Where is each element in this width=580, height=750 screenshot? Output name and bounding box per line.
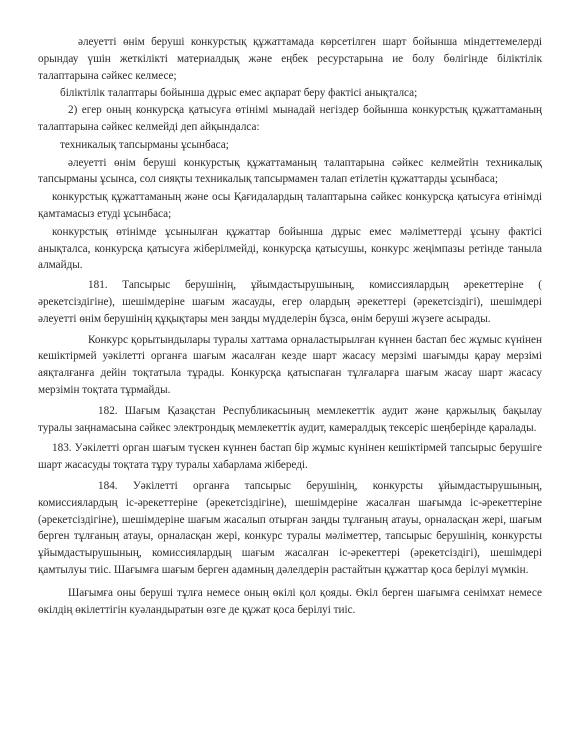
paragraph-tech-spec-mismatch: әлеуетті өнім беруші конкурстық құжаттаманың талаптарына сәйкес келмейтін техникалық тапсырманы ұсынса, сол сияқты техникалық тапсырмамен талап етілетін құжаттарды ұсынбаса;: [38, 156, 542, 186]
paragraph-184: 184. Уәкілетті органға тапсырыс берушінің, конкурсты ұйымдастырушының, комиссиялардың іс-әрекеттеріне (әрекетсіздігіне), шешімдеріне жасалған шағымда іс-әрекеттеріне (әрекетсіздігіне), шешімдеріне шағым жасалып отырған заңды тұлғаның атауы, орналасқан жері, шағым берген тұлғаның атауы, орналасқан жері, конкурс туралы мәліметтер, тапсырыс берушінің, конкурсты ұйымдастырушының, комиссиялардың шағым жасалған іс-әрекеттері (әрекетсіздігі), шешімдері қамтылуы тиіс. Шағымға шағым берген адамның дәлелдерін растайтын құжаттар қоса берілуі мүмкін.: [38, 479, 542, 576]
document-body: [38, 34, 542, 618]
paragraph-182: 182. Шағым Қазақстан Республикасының мемлекеттік аудит және қаржылық бақылау туралы заңнамасына сәйкес электрондық мемлекеттік аудит, камералдық тексеріс шеңберінде қаралады.: [38, 404, 542, 434]
paragraph-qualification-resources: әлеуетті өнім беруші конкурстық құжаттамада көрсетілген шарт бойынша міндеттемелерді орындау үшін жеткілікті материалдық және еңбек ресурстарына ие болу бөлігінде біліктілік талаптарына сәйкес келмесе;: [38, 36, 542, 82]
paragraph-183: 183. Уәкілетті орган шағым түскен күннен бастап бір жұмыс күнінен кешіктірмей тапсырыс берушіге шарт жасасуды тоқтата тұру туралы хабарлама жібереді.: [38, 442, 542, 472]
paragraph-suspension: Конкурс қорытындылары туралы хаттама орналастырылған күннен бастап бес жұмыс күнінен кешіктірмей уәкілетті органға шағым жасалған кезде шарт жасасу мерзімі шағымды қарау мерзімі аяқталғанға дейін тоқтатыла тұрады. Конкурсқа қатыспаған тұлғаларға шағым жасау шарт жасасу мерзімін тоқтата тұрмайды.: [38, 333, 542, 396]
paragraph-signature: Шағымға оны беруші тұлға немесе оның өкілі қол қояды. Өкіл берген шағымға сенімхат немесе өкілдің өкілеттігін куәландыратын өзге де құжат қоса берілуі тиіс.: [38, 586, 542, 616]
paragraph-false-documents: конкурстық өтінімде ұсынылған құжаттар бойынша дұрыс емес мәліметтерді ұсыну фактісі анықталса, конкурсқа қатысуға жіберілмейді, конкурсқа қатысушы, конкурс жеңімпазы ретінде таныла алмайды.: [38, 225, 542, 272]
paragraph-no-security: конкурстық құжаттаманың және осы Қағидалардың талаптарына сәйкес конкурсқа қатысуға өтінімді қамтамасыз етуді ұсынбаса;: [38, 191, 542, 220]
paragraph-181: 181. Тапсырыс берушінің, ұйымдастырушының, комиссиялардың әрекеттеріне ( әрекетсіздігіне), шешімдеріне шағым жасауды, егер олардың әрекеттері (әрекетсіздігі), шешімдері әлеуетті өнім берушінің құқықтары мен заңды мүдделерін бұзса, өнім беруші жүзеге асырады.: [38, 279, 542, 325]
paragraph-false-info: біліктілік талаптары бойынша дұрыс емес ақпарат беру фактісі анықталса;: [60, 87, 418, 100]
paragraph-item-2: 2) егер оның конкурсқа қатысуға өтінімі мынадай негіздер бойынша конкурстық құжаттаманың талаптарына сәйкес келмейді деп айқындалса:: [38, 104, 542, 133]
paragraph-no-tech-spec: техникалық тапсырманы ұсынбаса;: [60, 138, 229, 151]
